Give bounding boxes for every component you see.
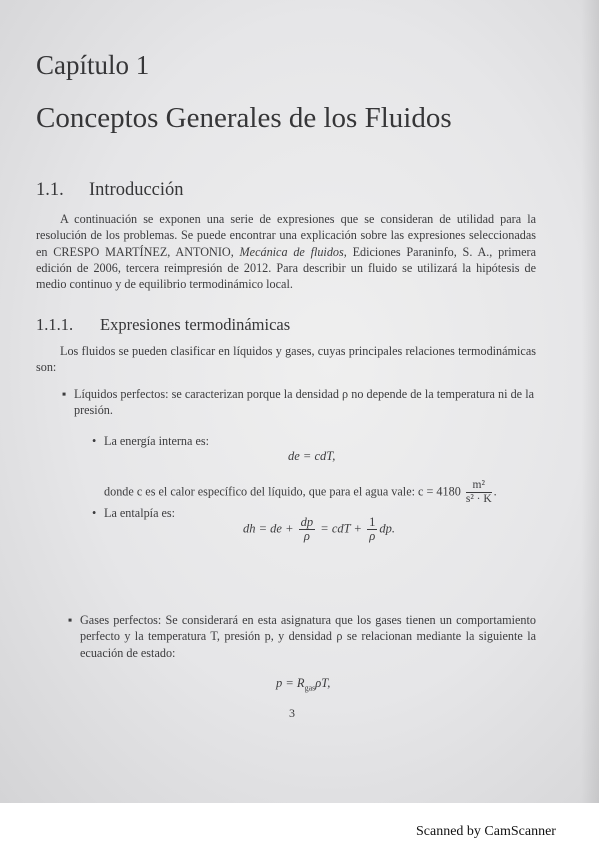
bullet-square-icon: ▪: [62, 387, 67, 401]
section-number: 1.1.: [36, 180, 64, 200]
intro-paragraph: [36, 211, 536, 292]
state-rhs: ρT,: [315, 676, 331, 690]
bullet-liquids-text: Líquidos perfectos: se caracterizan porque la densidad ρ no depende de la temperatura ni de la presión.: [74, 387, 534, 418]
section-title: Introducción: [89, 180, 184, 200]
enthalpy-lhs: dh = de +: [243, 521, 294, 536]
unit-denominator: s² · K: [465, 493, 492, 505]
specific-heat-text: donde c es el calor específico del líquido, que para el agua vale: c = 4180: [104, 484, 461, 499]
enthalpy-rhs: dp.: [379, 521, 395, 536]
equation-internal-energy: de = cdT,: [288, 449, 336, 463]
bullet-gases-text: Gases perfectos: Se considerará en esta asignatura que los gases tienen un comportamiento perfecto y la temperatura T, presión p, y densidad ρ se relacionan mediante la siguiente la ecuación de estado:: [80, 613, 536, 660]
enthalpy-mid: = cdT +: [320, 521, 362, 536]
page-number: 3: [289, 706, 295, 720]
bullet-internal-energy: [92, 433, 534, 449]
enthalpy-label: La entalpía es:: [104, 506, 176, 520]
subsection-number: 1.1.1.: [36, 315, 74, 334]
bullet-dot-icon: •: [92, 506, 97, 520]
enthalpy-fraction-2: [367, 516, 377, 543]
equation-state: [276, 676, 330, 693]
enthalpy-frac1-numerator: dp: [300, 515, 314, 529]
state-lhs: p = R: [276, 676, 305, 690]
chapter-heading: Capítulo 1: [36, 50, 150, 80]
enthalpy-frac2-numerator: 1: [369, 515, 376, 529]
internal-energy-label: La energía interna es:: [104, 434, 210, 448]
intro-text-part1: A continuación se exponen una serie de expresiones que se consideran de utilidad para la resolución de los problemas. Se puede encontrar una explicación sobre las expresiones seleccionadas en CRESPO MARTÍNEZ, ANTONIO,: [36, 212, 536, 259]
section-heading: [36, 180, 184, 201]
subsection-paragraph: Los fluidos se pueden clasificar en líquidos y gases, cuyas principales relaciones termodinámicas son:: [36, 344, 536, 375]
intro-book-title: Mecánica de fluidos: [239, 244, 344, 259]
subsection-title: Expresiones termodinámicas: [100, 315, 291, 334]
bullet-liquids: [62, 386, 534, 419]
enthalpy-frac2-denominator: ρ: [369, 529, 376, 543]
unit-numerator: m²: [466, 479, 492, 493]
unit-fraction: [466, 479, 492, 506]
bullet-dot-icon: •: [92, 434, 97, 448]
subsection-heading: [36, 315, 290, 335]
unit-period: .: [493, 484, 497, 499]
bullet-square-icon: ▪: [68, 613, 73, 627]
equation-enthalpy: [243, 516, 395, 543]
scanner-watermark: Scanned by CamScanner: [416, 824, 556, 839]
chapter-title: Conceptos Generales de los Fluidos: [36, 102, 452, 134]
enthalpy-fraction-1: [299, 516, 316, 543]
enthalpy-frac1-denominator: ρ: [303, 529, 310, 543]
intro-text-part2: , Ediciones Paraninfo, S. A., primera edición de 2006, tercera reimpresión de 2012. Para describir un fluido se utilizará la hipótesis de medio continuo y de equilibrio termodinámico local.: [36, 244, 536, 292]
specific-heat-line: [104, 479, 544, 506]
bullet-gases: [68, 612, 536, 661]
state-subscript: gas: [304, 683, 316, 693]
